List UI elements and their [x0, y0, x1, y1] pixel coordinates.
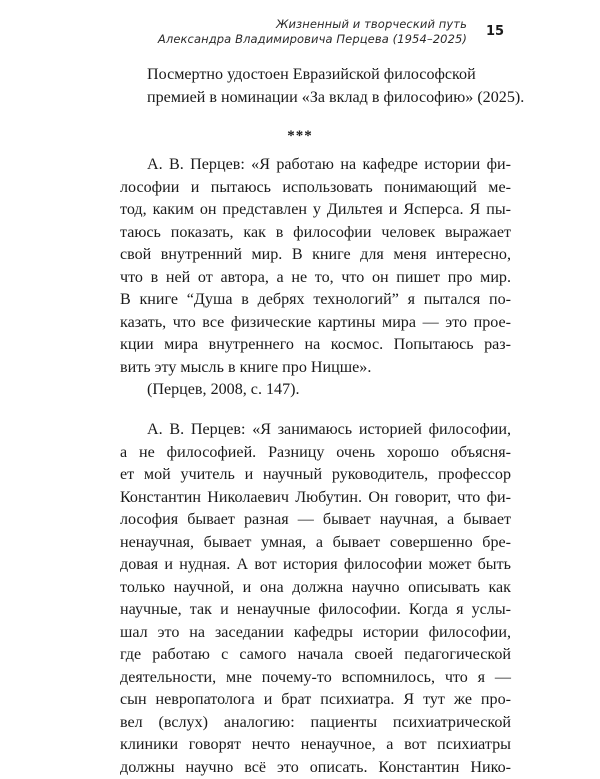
running-head: [158, 17, 467, 47]
text-line: вить эту мысль в книге про Ницше».: [120, 357, 511, 380]
text-line: премией в номинации «За вклад в философию» (2025).: [147, 87, 517, 110]
quote-paragraph-1: [120, 154, 511, 379]
text-line: казать, что все физические картины мира — это прое-: [120, 312, 511, 335]
text-line: Константин Николаевич Любутин. Он говорит, что фи-: [120, 487, 511, 510]
text-line: деятельности, мне почему-то вспомнилось, что я —: [120, 667, 511, 690]
text-line: кции мира внутреннего на космос. Попытаюсь раз-: [120, 334, 511, 357]
text-line: только научной, и она должна научно описывать как: [120, 577, 511, 600]
citation-line: (Перцев, 2008, с. 147).: [147, 379, 447, 402]
text-line: тод, каким он представлен у Дильтея и Ясперса. Я пы-: [120, 199, 511, 222]
text-line: научные, так и ненаучные философии. Когда я услы-: [120, 599, 511, 622]
text-line: вел (вслух) аналогию: пациенты психиатрической: [120, 712, 511, 735]
text-line: а не философией. Разницу очень хорошо объясня-: [120, 442, 511, 465]
text-line: Посмертно удостоен Евразийской философской: [147, 64, 517, 87]
intro-paragraph: [147, 64, 517, 109]
text-line: где работаю с самого начала своей педагогической: [120, 644, 511, 667]
text-line: шал это на заседании кафедры истории философии,: [120, 622, 511, 645]
quote-citation: [147, 379, 447, 402]
page-number: 15: [486, 24, 504, 39]
text-line: довая и нудная. А вот история философии может быть: [120, 554, 511, 577]
text-line: таюсь показать, как в философии человек выражает: [120, 222, 511, 245]
quote-paragraph-2: [120, 419, 511, 779]
text-line: лософия бывает разная — бывает научная, а бывает: [120, 509, 511, 532]
text-line: что в ней от автора, а не то, что он пишет про мир.: [120, 267, 511, 290]
text-line: должны научно всё это описать. Константин Нико-: [120, 757, 511, 779]
text-line: свой внутренний мир. В книге для меня интересно,: [120, 244, 511, 267]
running-head-line: Жизненный и творческий путь: [158, 17, 467, 32]
text-line: А. В. Перцев: «Я работаю на кафедре истории фи-: [120, 154, 511, 177]
text-line: В книге “Душа в дебрях технологий” я пытался по-: [120, 289, 511, 312]
text-line: клиники говорят нечто ненаучное, а вот психиатры: [120, 734, 511, 757]
text-line: ненаучная, бывает умная, а бывает совершенно бре-: [120, 532, 511, 555]
text-line: сын невропатолога и брат психиатра. Я тут же про-: [120, 689, 511, 712]
text-line: ет мой учитель и научный руководитель, профессор: [120, 464, 511, 487]
text-line: А. В. Перцев: «Я занимаюсь историей философии,: [120, 419, 511, 442]
section-separator: ***: [0, 128, 600, 145]
running-head-line: Александра Владимировича Перцева (1954–2025): [158, 32, 467, 47]
text-line: лософии и пытаюсь использовать понимающий ме-: [120, 177, 511, 200]
